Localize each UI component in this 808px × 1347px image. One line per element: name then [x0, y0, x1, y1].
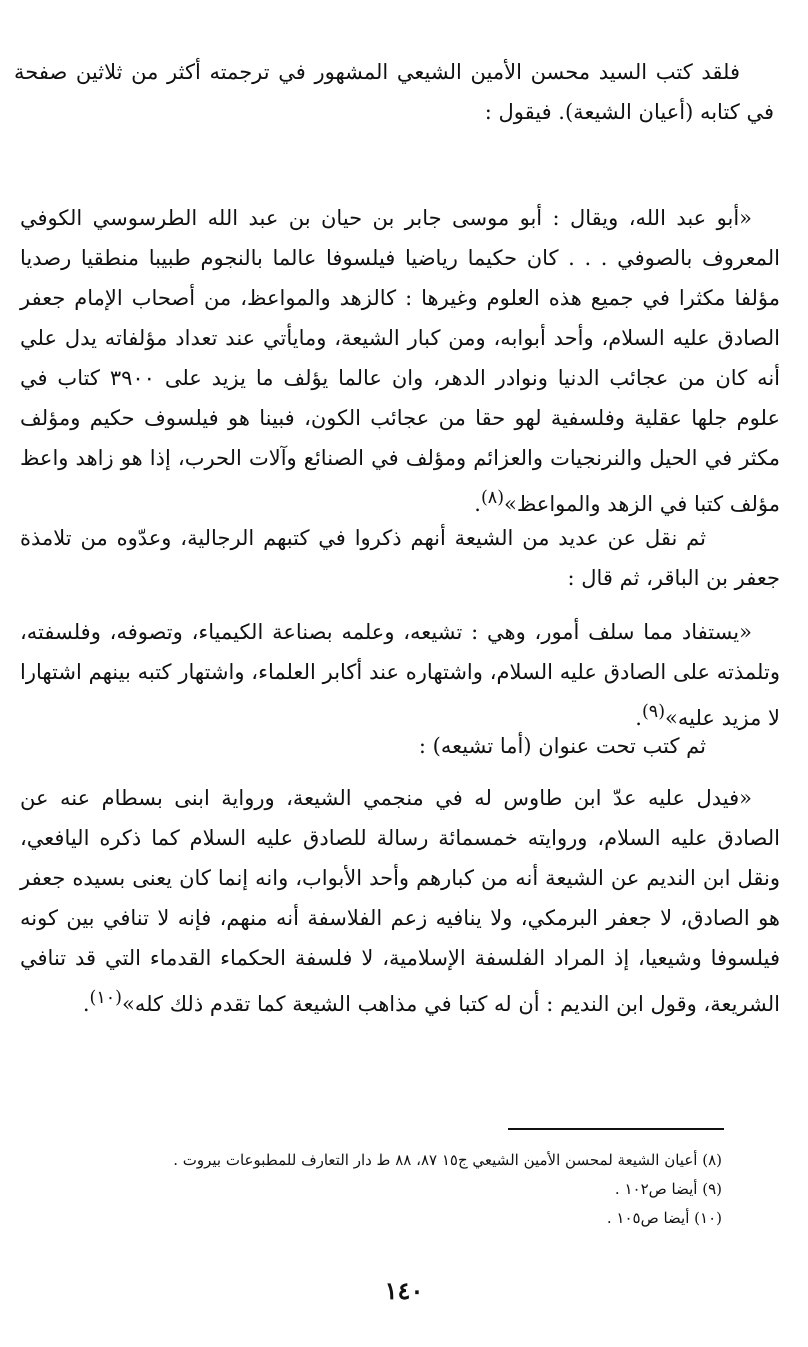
- footnotes: [90, 1146, 722, 1233]
- footnote-9: (٩) أيضا ص١٠٢ .: [614, 1180, 722, 1198]
- footnote-10: (١٠) أيضا ص١٠٥ .: [606, 1209, 722, 1227]
- footnote-ref-10: (١٠): [89, 988, 122, 1008]
- quote-1-end: .: [474, 492, 481, 516]
- quote-2-text: «يستفاد مما سلف أمور، وهي : تشيعه، وعلمه بصناعة الكيمياء، وتصوفه، وفلسفته، وتلمذته على الصادق عليه السلام، واشتهاره عند أكابر العلماء، واشتهار كتبه بينهم اشتهارا لا مزيد عليه»: [20, 620, 780, 730]
- paragraph-2-text: ثم نقل عن عديد من الشيعة أنهم ذكروا في كتبهم الرجالية، وعدّوه من تلامذة جعفر بن الباقر، ثم قال :: [20, 526, 780, 590]
- body-paragraph-3: [20, 726, 780, 766]
- page-number: ١٤٠: [384, 1276, 424, 1305]
- quote-paragraph-3: [20, 778, 780, 1024]
- quote-paragraph-2: [20, 612, 780, 738]
- quote-2-end: .: [635, 706, 642, 730]
- footnote-divider: [508, 1128, 724, 1130]
- paragraph-3-text: ثم كتب تحت عنوان (أما تشيعه) :: [418, 734, 706, 758]
- footnote-ref-8: (٨): [480, 488, 505, 508]
- quote-paragraph-1: [20, 198, 780, 524]
- intro-paragraph: [14, 52, 774, 132]
- footnote-ref-9: (٩): [641, 702, 666, 722]
- quote-1-text: «أبو عبد الله، ويقال : أبو موسى جابر بن حيان بن عبد الله الطرسوسي الكوفي المعروف بالصوفي . . . كان حكيما رياضيا فيلسوفا عالما بالنجوم طبيبا منطقيا رصديا مؤلفا مكثرا في جميع هذه العلوم وغيرها : كالزهد والمواعظ، من أصحاب الإمام جعفر الصادق عليه السلام، وأحد أبوابه، ومن كبار الشيعة، ومايأتي عند تعداد مؤلفاته يدل علي أنه كان من عجائب الدنيا ونوادر الدهر، وان عالما يؤلف ما يزيد على ٣٩٠٠ كتاب في علوم جلها عقلية وفلسفية لهو حقا من عجائب الكون، فبينا هو فيلسوف حكيم ومؤلف مكثر في الحيل والنرنجيات والعزائم ومؤلف في الصنائع وآلات الحرب، إذا هو زاهد واعظ مؤلف كتبا في الزهد والمواعظ»: [20, 206, 781, 516]
- intro-text: فلقد كتب السيد محسن الأمين الشيعي المشهور في ترجمته أكثر من ثلاثين صفحة في كتابه (أعيان الشيعة). فيقول :: [14, 60, 774, 124]
- footnote-8: (٨) أعيان الشيعة لمحسن الأمين الشيعي ج١٥ ٨٧، ٨٨ ط دار التعارف للمطبوعات بيروت .: [173, 1151, 722, 1169]
- quote-3-text: «فيدل عليه عدّ ابن طاوس له في منجمي الشيعة، ورواية ابنى بسطام عنه عن الصادق عليه السلام، وروايته خمسمائة رسالة للصادق عليه السلام كما ذكره اليافعي، ونقل ابن النديم عن الشيعة أنه من كبارهم وأحد الأبواب، وانه إنما كان يعنى بسيده جعفر هو الصادق، لا جعفر البرمكي، ولا ينافيه زعم الفلاسفة أنه منهم، فإنه لا تنافي بين كونه فيلسوفا وشيعيا، إذ المراد الفلسفة الإسلامية، لا فلسفة الحكماء القدماء التي قد تنافي الشريعة، وقول ابن النديم : أن له كتبا في مذاهب الشيعة كما تقدم ذلك كله»: [20, 786, 780, 1016]
- quote-3-end: .: [82, 992, 90, 1016]
- body-paragraph-2: [20, 518, 780, 598]
